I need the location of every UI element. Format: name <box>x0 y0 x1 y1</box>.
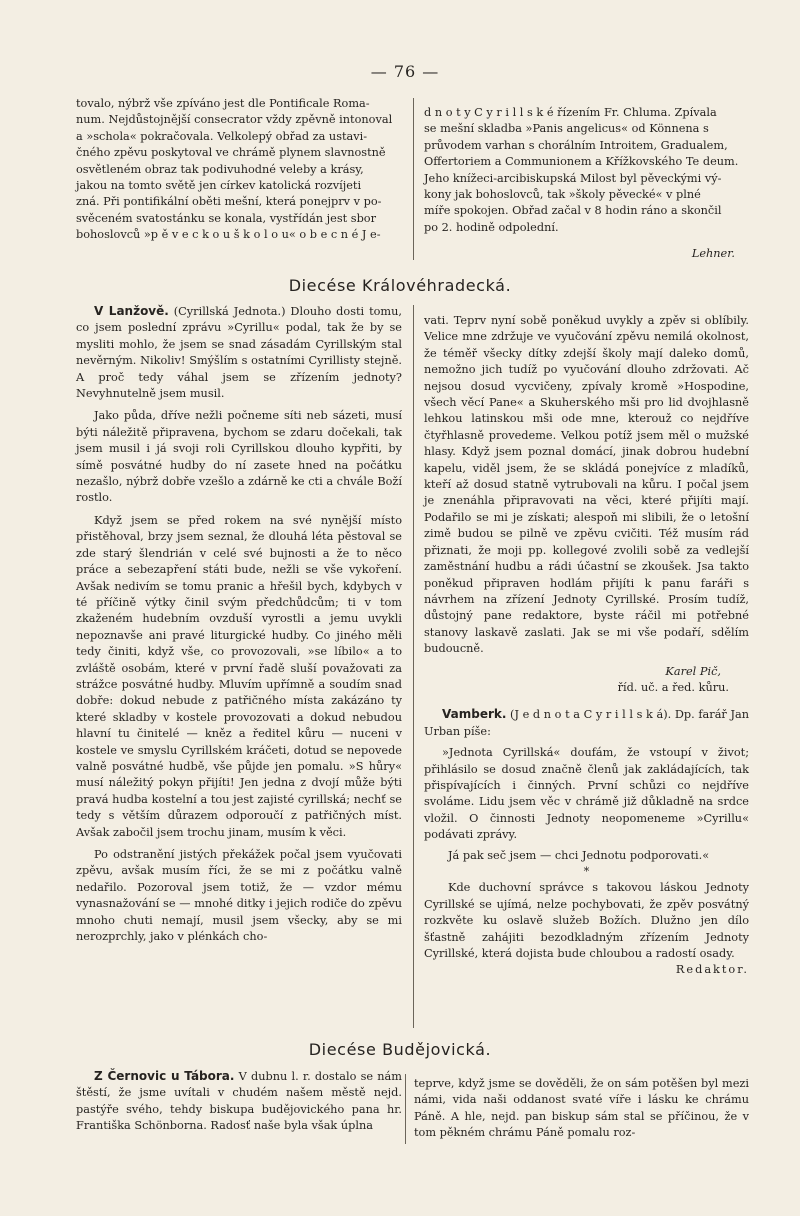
place-lanzov: V Lanžově. <box>94 304 169 318</box>
text-line: bohoslovců »p ě v e c k o u š k o l o u« o b e c n é J e- <box>76 228 381 242</box>
column-divider <box>413 305 414 1028</box>
text-line: zná. Při pontifikální oběti mešní, která ponejprv v po- <box>76 195 382 209</box>
text-line: se mešní skladba »Panis angelicus« od Könnena s <box>424 122 709 136</box>
signature-karel-pic: Karel Pič, <box>665 664 721 678</box>
signature-top-block <box>424 246 749 262</box>
lanzov-intro: V Lanžově. (Cyrillská Jednota.) Dlouho dosti tomu, co jsem poslední zprávu »Cyrillu« podal, tak že by se mysliti mohlo, že jsem se snad zásadám Cyrillským stal nevěrným. Nikoliv! Smýšlím s ostatními Cyrillisty stejně. A proč tedy váhal jsem se zřízením jednoty? Nevyhnutelně jsem musil. <box>76 304 402 401</box>
text-line: průvodem varhan s chorálním Introitem, Gradualem, <box>424 138 728 152</box>
signature-title: říd. uč. a řed. kůru. <box>617 680 729 694</box>
cernovic-left-column <box>76 1068 402 1135</box>
column-divider <box>413 98 414 260</box>
lanzov-paragraph-2: Jako půda, dříve nežli počneme síti neb sázeti, musí býti náležitě připravena, bychom se zdaru dočekali, tak jsem musil i já svoji roli Cyrillskou dlouho kypřiti, by símě posvátné hudby do ní zasete hned na počátku nezašlo, nýbrž dobře vzešlo a zdárně ke cti a chvále Boží rostlo. <box>76 409 402 505</box>
page-number: — 76 — <box>370 62 440 81</box>
right-column <box>424 313 749 979</box>
lanzov-paragraph-4: Po odstranění jistých překážek počal jsem vyučovati zpěvu, avšak musím říci, že se mi z počátku valně nedařilo. Pozoroval jsem totiž, že — vzdor mému vynasnažování se — mnohé ditky i jejich rodiče do zpěvu mnoho chuti nemají, musil jsem všecky, aby se mi nerozprchly, jako v plénkách cho- <box>76 848 402 944</box>
top-right-column <box>424 105 749 236</box>
separator-star: * <box>583 865 590 878</box>
cernovic-right-column: teprve, když jsme se dověděli, že on sám potěšen byl mezi námi, vida naši oddanost svaté víře i lásku ke chrámu Páně. A hle, nejd. pan biskup sám stal se příčinou, že v tom pěkném chrámu Páně pomalu roz- <box>414 1077 749 1140</box>
vamberk-intro: Vamberk. (J e d n o t a C y r i l l s k á). Dp. farář Jan Urban píše: <box>424 707 749 738</box>
text-line: míře spokojen. Obřad začal v 8 hodin ráno a skončil <box>424 204 722 218</box>
lanzov-paragraph-3: Když jsem se před rokem na své nynější místo přistěhoval, brzy jsem seznal, že dlouhá léta pěstoval se zde starý šlendrián v celé své bujnosti a že to něco práce a sebezapření státi bude, nežli se vše vykoření. Avšak nedivím se tomu pranic a hřešil bych, kdybych v té příčině výtky činil svým předchůdcům; ti v tom zkaženém hudebním ovzduší vyrostli a jemu uvykli nepoznavše ani pravé liturgické hudby. Co jiného měli tedy činiti, když vše, co provozovali, »se líbilo« a to zvláště osobám, které v první řadě sluší považovati za strážce posvátné hudby. Mluvím upřímně a soudím snad dobře: dokud nebude z patřičného místa zakázáno ty které skladby v kostele provozovati a dokud nebudou hlavní tu činitelé — kněz a ředitel kůru — nuceni v kostele ve smyslu Cyrillském kráčeti, dotud se nepovede valně posvátné hudbě, vše půjde jen pomalu. »S hůry« musí náležitý pokyn přijíti! Jen jedna z dvojí může býti pravá hudba kostelní a tou jest zajisté cyrillská; nechť se tedy s větším důrazem odporoučí z patřičných míst. Avšak zabočil jsem trochu jinam, musím k věci. <box>76 513 402 839</box>
cernovic-intro: Z Černovic u Tábora. V dubnu l. r. dostalo se nám štěstí, že jsme uvítali v chudém našem městě nejd. pastýře svého, tehdy biskupa budějovického pana hr. Františka Schönborna. Radosť naše byla však úplna <box>76 1069 403 1133</box>
editor-signature: Redaktor. <box>675 963 749 977</box>
editor-note: Kde duchovní správce s takovou láskou Jednoty Cyrillské se ujímá, nelze pochybovati, že zpěv posvátný rozkvěte ku oslavě služeb Božích. Dlužno jen dílo šťastně zahájiti bezodkladným zřízením Jednoty Cyrillské, která dojista bude chloubou a radostí osady. <box>424 881 749 961</box>
text-line: kony jak bohoslovců, tak »školy pěvecké« v plné <box>424 188 701 202</box>
text-line: Offertoriem a Communionem a Křížkovského Te deum. <box>424 155 739 169</box>
text-line: Jeho knížeci-arcibiskupská Milost byl pěveckými vý- <box>424 171 722 185</box>
signature-lehner: Lehner. <box>691 247 735 260</box>
text-line: a »schola« pokračovala. Velkolepý obřad za ustavi- <box>76 129 368 143</box>
text-line: d n o t y C y r i l l s k é řízením Fr. Chluma. Zpívala <box>424 106 717 119</box>
diocese-heading-kralovehradecka: Diecése Královéhradecká. <box>288 276 512 295</box>
top-left-column <box>76 96 402 244</box>
text-line: tovalo, nýbrž vše zpíváno jest dle Pontificale Roma- <box>76 97 370 110</box>
place-vamberk: Vamberk. <box>442 707 507 722</box>
lanzov-left-column <box>76 303 402 945</box>
diocese-heading-budejovicka: Diecése Budějovická. <box>308 1040 492 1059</box>
column-divider <box>405 1074 406 1144</box>
lanzov-continuation: vati. Teprv nyní sobě poněkud uvykly a zpěv si oblíbily. Velice mne zdržuje ve vyučování zpěvu nemilá okolnost, že téměř všecky dítky zdejší školy mají daleko domů, nemožno jich tudíž po vyučování dlouho zdržovati. Ač nejsou dosud vycvičeny, zpívaly kromě »Hospodine, všech věcí Pane« a Skuherského mši pro lid dvojhlasně lehkou latinskou mši ode mne, kterouž co nejdříve čtyřhlasně provedeme. Velkou potíž jsem měl o mužské hlasy. Když jsem poznal domácí, jinak dobrou hudební kapelu, viděl jsem, že se skládá ponejvíce z mladíků, kteří až dosud statně vytrubovali na kůru. I počal jsem je znenáhla připravovati na věci, které přijíti mají. Podařilo se mi je získati; alespoň mi slibili, že o letošní zimě budou se pilně ve zpěvu cvičiti. Též musím rád přiznati, že moji pp. kollegové zvolili sobě za vedlejší zaměstnání hudbu a rádi účastní se zkoušek. Jsa takto poněkud připraven hodlám přijíti k panu faráři s návrhem na zřízení Jednoty Cyrillské. Prosím tudíž, důstojný pane redaktore, byste ráčil mi potřebné stanovy laskavě zaslati. Jak se mi vše podaří, sdělím budoucně. <box>424 314 749 656</box>
text-line: čného zpěvu poskytoval ve chrámě plynem slavnostně <box>76 146 386 160</box>
text-line: po 2. hodině odpolední. <box>424 220 559 234</box>
place-cernovic: Z Černovic u Tábora. <box>94 1069 235 1083</box>
vamberk-quote: »Jednota Cyrillská« doufám, že vstoupí v život; přihlásilo se dosud značně členů jak zakládajících, tak přispívajících i činných. První schůzi co nejdříve svoláme. Lidu jsem věc v chrámě již důkladně na srdce vložil. O činnosti Jednoty neopomeneme »Cyrillu« podávati zprávy. <box>424 746 749 842</box>
vamberk-quote-end: Já pak seč jsem — chci Jednotu podporovati.« <box>448 848 710 862</box>
text-line: jakou na tomto světě jen církev katolická rozvíjeti <box>76 179 362 193</box>
text-line: num. Nejdůstojnější consecrator vždy zpěvně intonoval <box>76 113 393 127</box>
text-line: svěceném svatostánku se konala, vystřídán jest sbor <box>76 211 377 225</box>
text-line: osvětleném obraz tak podivuhodné veleby a krásy, <box>76 162 364 176</box>
